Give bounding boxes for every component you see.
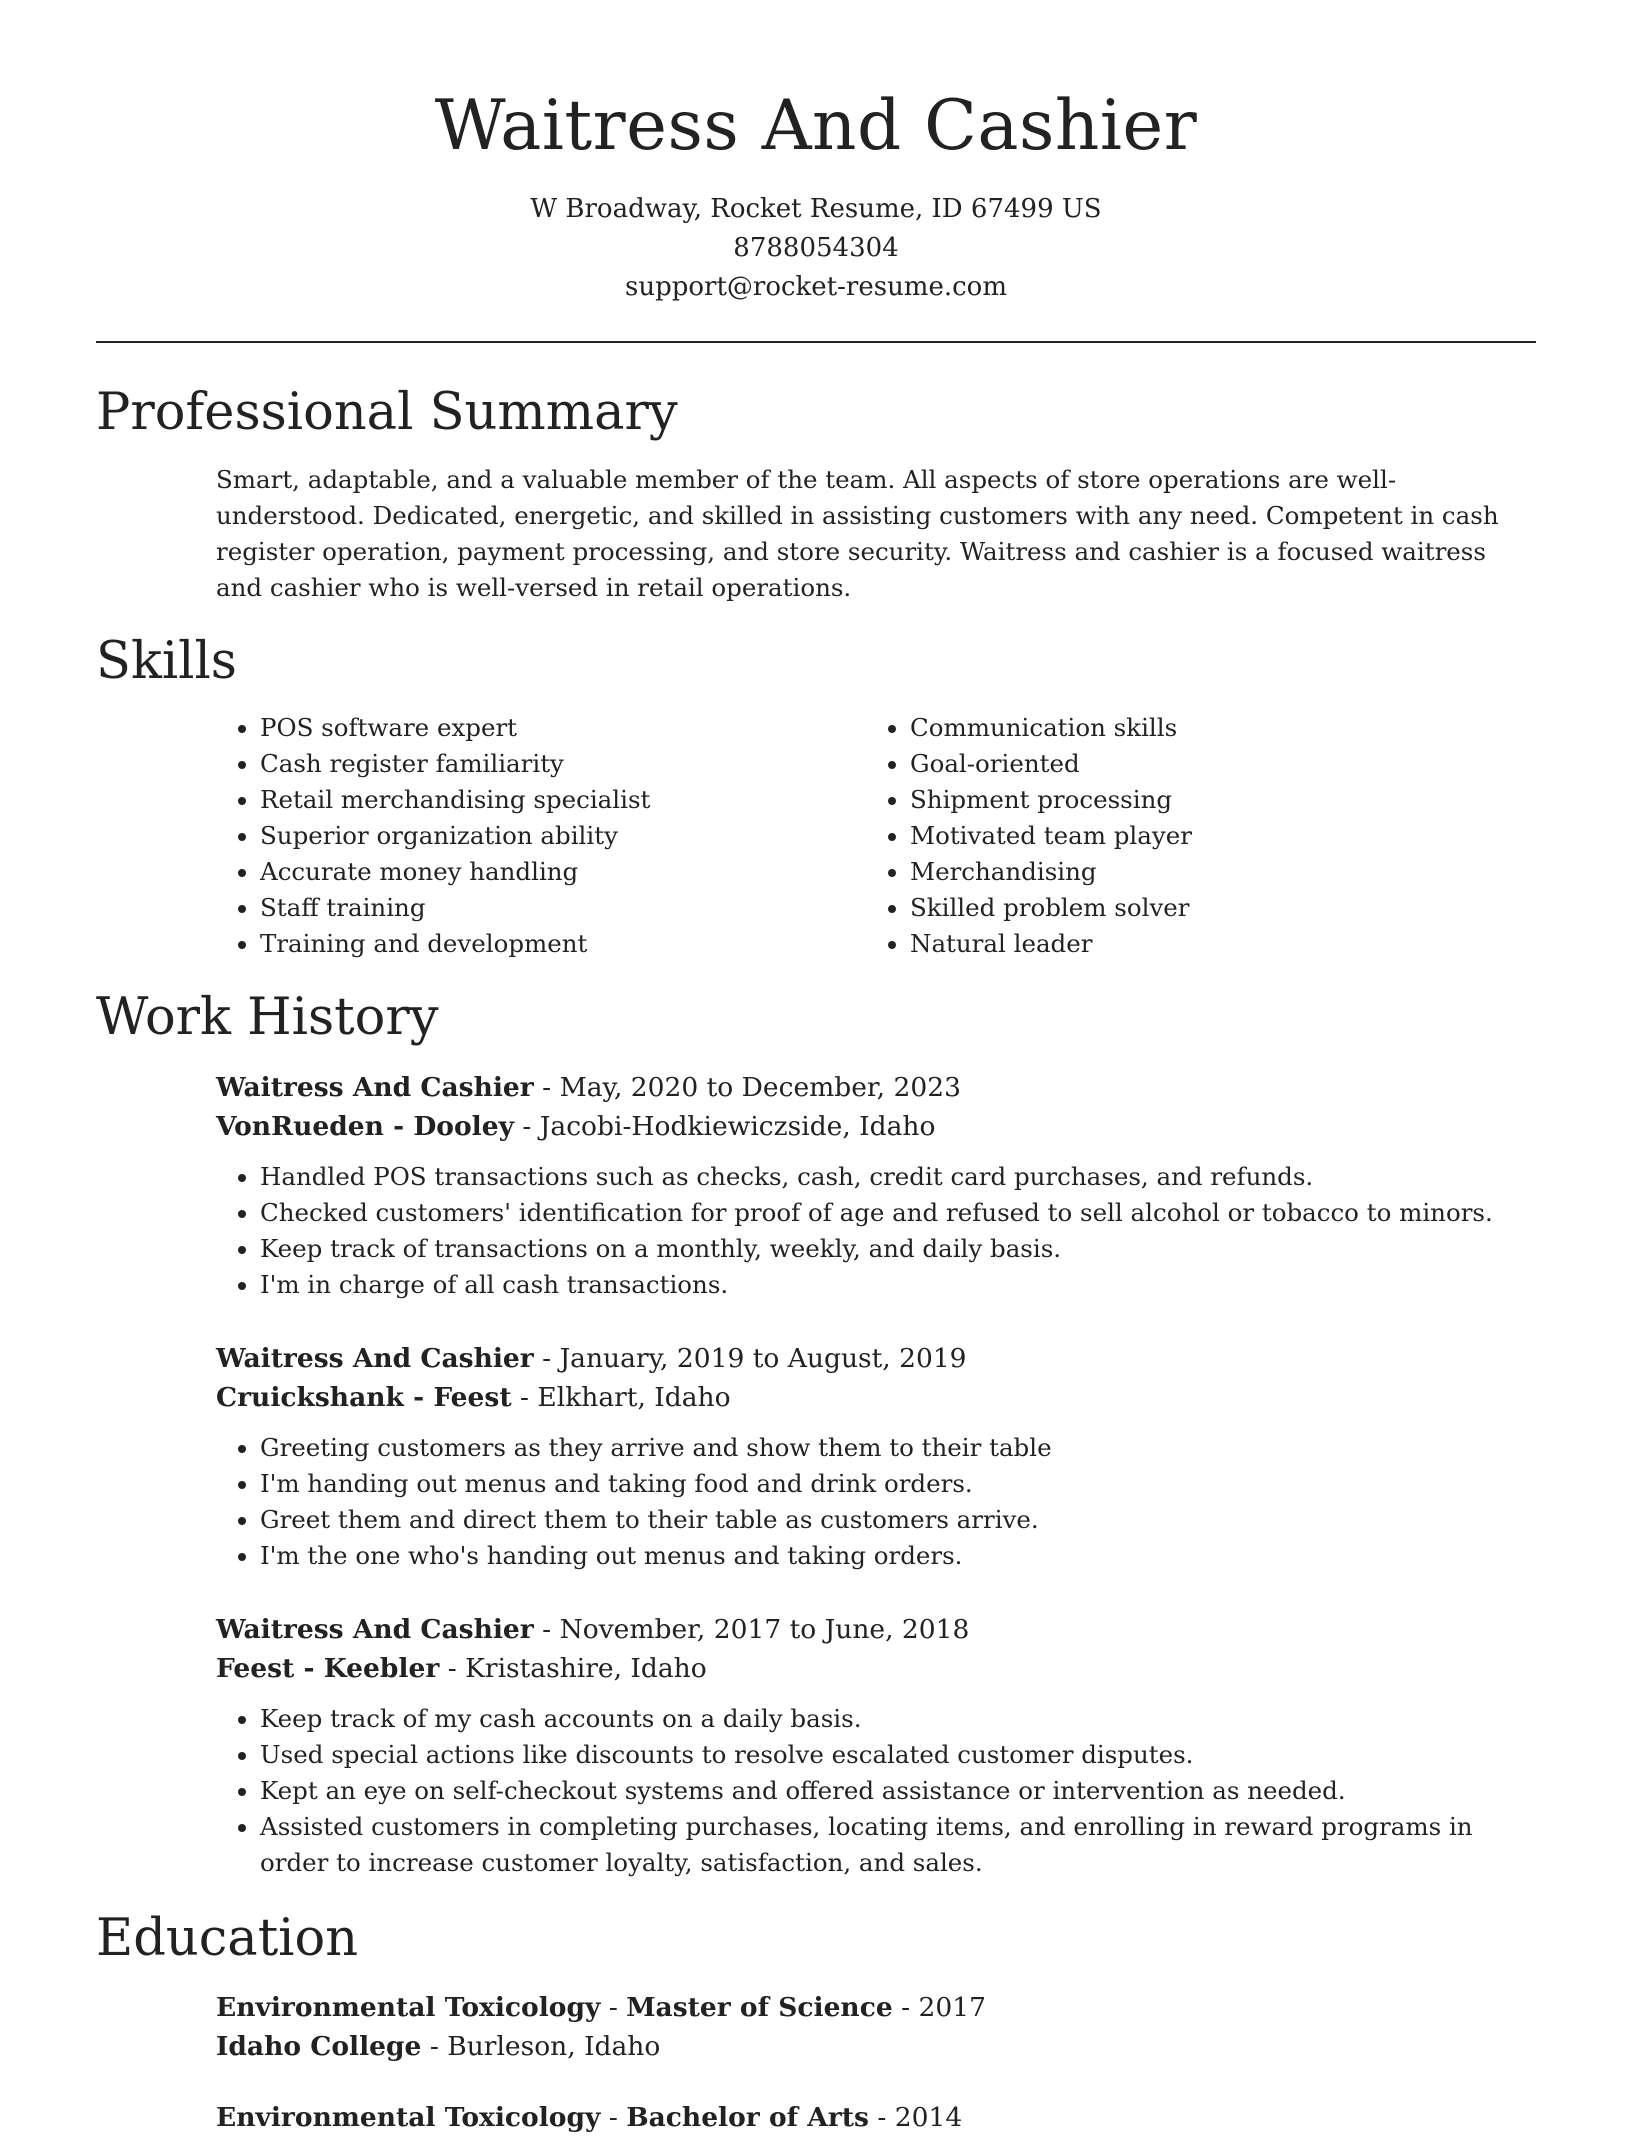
job-employer: Cruickshank - Feest xyxy=(216,1382,512,1413)
job-position: Waitress And Cashier xyxy=(216,1614,534,1645)
job-position: Waitress And Cashier xyxy=(216,1072,534,1103)
job-employer: Feest - Keebler xyxy=(216,1653,440,1684)
job-title-line: Waitress And Cashier - January, 2019 to August, 2019 xyxy=(216,1343,967,1374)
skills-column-right xyxy=(866,710,1466,962)
job-employer-line: Feest - Keebler - Kristashire, Idaho xyxy=(216,1653,707,1684)
job-duty: • Keep track of my cash accounts on a daily basis. xyxy=(260,1701,1536,1737)
education-degree: Master of Science xyxy=(626,1992,893,2023)
job-location: Kristashire, Idaho xyxy=(465,1653,707,1684)
skill-item: • Communication skills xyxy=(910,710,1466,746)
skill-item: • Goal-oriented xyxy=(910,746,1466,782)
job-entry xyxy=(216,1068,1536,1303)
job-title-line: Waitress And Cashier - May, 2020 to December, 2023 xyxy=(216,1072,961,1103)
education-field: Environmental Toxicology xyxy=(216,1992,601,2023)
job-duty: • Greet them and direct them to their table as customers arrive. xyxy=(260,1502,1536,1538)
education-heading: Education xyxy=(96,1909,359,1968)
education-school-line: Idaho College - Burleson, Idaho xyxy=(216,2031,661,2062)
skill-item: • Cash register familiarity xyxy=(260,746,816,782)
education-school: Idaho College xyxy=(216,2031,422,2062)
job-duty: • Keep track of transactions on a monthly, weekly, and daily basis. xyxy=(260,1231,1536,1267)
summary-text: Smart, adaptable, and a valuable member of the team. All aspects of store operations are well-understood. Dedicated, energetic, and skilled in assisting customers with any need. Competent in cash register operation, payment processing, and store security. Waitress and cashier is a focused waitress and cashier who is well-versed in retail operations. xyxy=(216,465,1499,602)
job-position: Waitress And Cashier xyxy=(216,1343,534,1374)
job-duty: • Greeting customers as they arrive and show them to their table xyxy=(260,1430,1536,1466)
address: W Broadway, Rocket Resume, ID 67499 US xyxy=(530,194,1102,224)
skills-column-left xyxy=(216,710,816,962)
skill-item: • Skilled problem solver xyxy=(910,890,1466,926)
phone: 8788054304 xyxy=(733,233,899,263)
skills-heading: Skills xyxy=(96,632,237,691)
job-dates: November, 2017 to June, 2018 xyxy=(559,1614,970,1645)
job-duty: • Used special actions like discounts to resolve escalated customer disputes. xyxy=(260,1737,1536,1773)
resume-header xyxy=(0,0,1632,307)
contact-block xyxy=(0,190,1632,307)
education-entry xyxy=(216,2098,1536,2137)
summary-heading: Professional Summary xyxy=(96,383,678,442)
job-duty: • Handled POS transactions such as checks, cash, credit card purchases, and refunds. xyxy=(260,1159,1536,1195)
education-year: 2017 xyxy=(918,1992,986,2023)
education-degree: Bachelor of Arts xyxy=(626,2102,869,2133)
job-duties xyxy=(172,1159,1536,1303)
email: support@rocket-resume.com xyxy=(624,272,1007,302)
job-employer: VonRueden - Dooley xyxy=(216,1111,514,1142)
skill-item: • Natural leader xyxy=(910,926,1466,962)
job-entry xyxy=(216,1610,1536,1881)
job-duty: • Assisted customers in completing purchases, locating items, and enrolling in reward programs in order to increase customer loyalty, satisfaction, and sales. xyxy=(260,1809,1536,1881)
job-dates: May, 2020 to December, 2023 xyxy=(559,1072,961,1103)
job-location: Elkhart, Idaho xyxy=(537,1382,731,1413)
skill-item: • Staff training xyxy=(260,890,816,926)
job-duties xyxy=(172,1430,1536,1574)
education-entry xyxy=(216,1988,1536,2066)
education-location: Burleson, Idaho xyxy=(447,2031,661,2062)
skill-item: • Superior organization ability xyxy=(260,818,816,854)
header-divider xyxy=(96,341,1536,343)
education-field: Environmental Toxicology xyxy=(216,2102,601,2133)
job-duty: • Kept an eye on self-checkout systems and offered assistance or intervention as needed. xyxy=(260,1773,1536,1809)
job-duty: • I'm the one who's handing out menus and taking orders. xyxy=(260,1538,1536,1574)
candidate-name: Waitress And Cashier xyxy=(434,86,1198,166)
skill-item: • Shipment processing xyxy=(910,782,1466,818)
job-duty: • Checked customers' identification for proof of age and refused to sell alcohol or tobacco to minors. xyxy=(260,1195,1536,1231)
skill-item: • POS software expert xyxy=(260,710,816,746)
education-degree-line: Environmental Toxicology - Bachelor of Arts - 2014 xyxy=(216,2102,963,2133)
education-degree-line: Environmental Toxicology - Master of Science - 2017 xyxy=(216,1992,986,2023)
job-title-line: Waitress And Cashier - November, 2017 to June, 2018 xyxy=(216,1614,970,1645)
job-dates: January, 2019 to August, 2019 xyxy=(559,1343,967,1374)
job-employer-line: VonRueden - Dooley - Jacobi-Hodkiewiczside, Idaho xyxy=(216,1111,936,1142)
skill-item: • Retail merchandising specialist xyxy=(260,782,816,818)
job-employer-line: Cruickshank - Feest - Elkhart, Idaho xyxy=(216,1382,731,1413)
job-duty: • I'm handing out menus and taking food and drink orders. xyxy=(260,1466,1536,1502)
job-entry xyxy=(216,1339,1536,1574)
education-year: 2014 xyxy=(894,2102,963,2133)
skill-item: • Motivated team player xyxy=(910,818,1466,854)
job-duties xyxy=(172,1701,1536,1881)
job-location: Jacobi-Hodkiewiczside, Idaho xyxy=(539,1111,936,1142)
skill-item: • Accurate money handling xyxy=(260,854,816,890)
skill-item: • Merchandising xyxy=(910,854,1466,890)
skill-item: • Training and development xyxy=(260,926,816,962)
work-history-heading: Work History xyxy=(96,988,439,1047)
job-duty: • I'm in charge of all cash transactions. xyxy=(260,1267,1536,1303)
